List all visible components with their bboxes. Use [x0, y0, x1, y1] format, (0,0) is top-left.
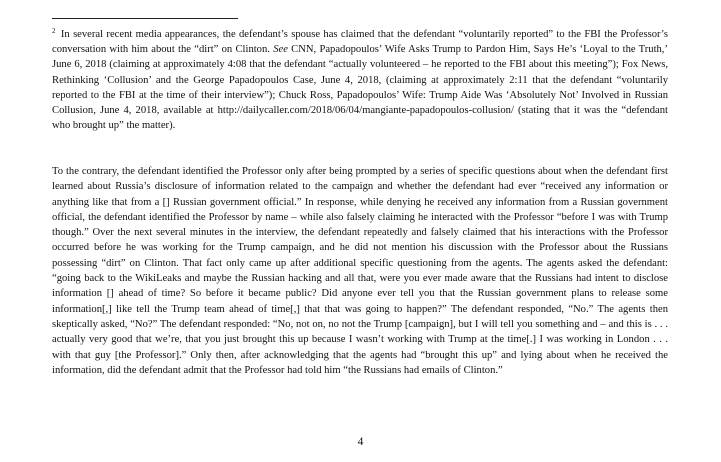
footnote-text-before-see: In several recent media appearances, the defendant’s spouse has claimed that the defendant “voluntarily reported” to the FBI the Professor’s conversation with him about the “dirt” on Clinton. [52, 29, 668, 56]
footnote-text-after-see: CNN, Papadopoulos’ Wife Asks Trump to Pardon Him, Says He’s ‘Loyal to the Truth,’ June 6, 2018 (claiming at approximately 4:08 that the defendant “actually volunteered – he reported to the FBI about this meeting”); Fox News, Rethinking ‘Collusion’ and the George Papadopoulos Case, June 4, 2018, (claiming at approximately 2:11 that the defendant “voluntarily reported to the FBI at the time of their interview”); Chuck Ross, Papadopoulos’ Wife: Trump Aide Was ‘Absolutely Not’ Involved in Russian Collusion, June 4, 2018, available at http://dailycaller.com/2018/06/04/mangiante-papadopoulos-collusion/ (stating that it was the “defendant who brought up” the matter). [52, 44, 668, 132]
footnote-number: 2 [52, 27, 56, 35]
page-number: 4 [357, 436, 364, 448]
body-paragraph: To the contrary, the defendant identified the Professor only after being prompted by a series of specific questions about when the defendant first learned about Russia’s disclosure of information related to the campaign and whether the defendant had ever “received any information or anything like that from a [] Russian government official.” In response, while denying he received any information from a Russian government official, the defendant identified the Professor by name – while also falsely claiming he interacted with the Professor “before I was with Trump though.” Over the next several minutes in the interview, the defendant repeatedly and falsely claimed that his interactions with the Professor occurred before he was working for the Trump campaign, and he did not mention his discussion with the Professor about the Russians possessing “dirt” on Clinton. That fact only came up after additional specific questioning from the agents. The agents asked the defendant: “going back to the WikiLeaks and maybe the Russian hacking and all that, were you ever made aware that the Russians had intent to disclose information [] ahead of time? So before it became public? Did anyone ever tell you that the Russian government plans to release some information[,] like tell the Trump team ahead of time[,] that that was going to happen?” The defendant responded, “No.” The agents then skeptically asked, “No?” The defendant responded: “No, not on, no not the Trump [campaign], but I will tell you something and – and this is . . . actually very good that we’re, that you just brought this up because I wasn’t working with Trump at the time[.] I was working in London . . . with that guy [the Professor].” Only then, after acknowledging that the agents had “brought this up” and lying about when he received the information, did the defendant admit that the Professor had told him “the Russians had emails of Clinton.” [52, 166, 668, 376]
footnote [52, 24, 668, 133]
footnote-see-signal: See [273, 44, 288, 56]
footnote-separator-rule [52, 18, 238, 19]
